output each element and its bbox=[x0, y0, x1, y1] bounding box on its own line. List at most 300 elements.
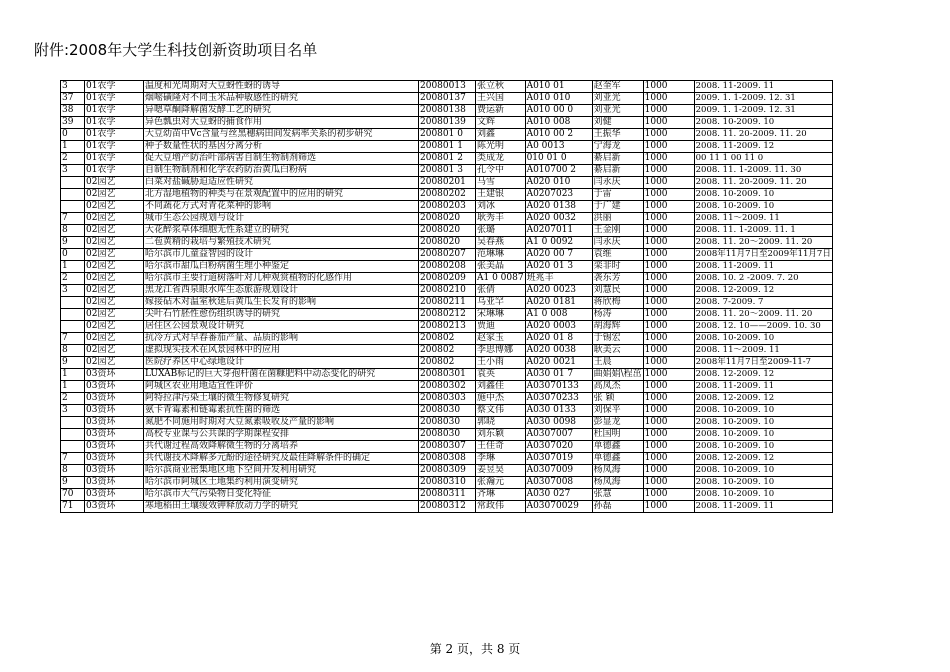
project-id-cell: 20080138 bbox=[419, 105, 476, 117]
table-row bbox=[61, 105, 833, 117]
row-number-cell: 71 bbox=[61, 501, 85, 513]
college-cell: 02园艺 bbox=[85, 321, 144, 333]
student-id-cell: A020 0003 bbox=[525, 321, 592, 333]
table-row bbox=[61, 165, 833, 177]
period-cell: 2008. 10. 2 -2009. 7. 20 bbox=[694, 273, 832, 285]
advisor-cell: 刘健 bbox=[592, 117, 643, 129]
student-id-cell: A010700 2 bbox=[525, 165, 592, 177]
college-cell: 02园艺 bbox=[85, 261, 144, 273]
advisor-cell: 刘慧民 bbox=[592, 285, 643, 297]
project-title-cell: 高校专业课与公共课的学期课程安排 bbox=[144, 429, 419, 441]
amount-cell: 1000 bbox=[643, 477, 694, 489]
project-title-cell: 北方湿地植物的种类与在景观配置中的应用的研究 bbox=[144, 189, 419, 201]
college-cell: 03资环 bbox=[85, 405, 144, 417]
project-title-cell: 虚拟现实技术在风景园林中的应用 bbox=[144, 345, 419, 357]
table-row bbox=[61, 141, 833, 153]
advisor-cell: 王晨 bbox=[592, 357, 643, 369]
period-cell: 2008. 12. 10——2009. 10. 30 bbox=[694, 321, 832, 333]
leader-cell: 刘鑫 bbox=[476, 129, 526, 141]
amount-cell: 1000 bbox=[643, 465, 694, 477]
table-row bbox=[61, 321, 833, 333]
college-cell: 02园艺 bbox=[85, 249, 144, 261]
project-title-cell: 共代谢技术降解多元酚的途径研究及最佳降解条件的确定 bbox=[144, 453, 419, 465]
advisor-cell: 张慧 bbox=[592, 489, 643, 501]
advisor-cell: 蒋欣梅 bbox=[592, 297, 643, 309]
advisor-cell: 杨涛 bbox=[592, 309, 643, 321]
project-title-cell: 温度和光周期对大豆蚜性蚜的诱导 bbox=[144, 81, 419, 93]
project-id-cell: 200801 3 bbox=[419, 165, 476, 177]
table-row bbox=[61, 129, 833, 141]
period-cell: 2008. 11-2009. 11 bbox=[694, 261, 832, 273]
advisor-cell: 于广建 bbox=[592, 201, 643, 213]
project-title-cell: 阿城区农业用地适宜性评价 bbox=[144, 381, 419, 393]
project-id-cell: 20080212 bbox=[419, 309, 476, 321]
row-number-cell: 39 bbox=[61, 117, 85, 129]
project-title-cell: 黑龙江省西泉眼水库生态旅游规划设计 bbox=[144, 285, 419, 297]
student-id-cell: A1 0 0092 bbox=[525, 237, 592, 249]
amount-cell: 1000 bbox=[643, 81, 694, 93]
table-row bbox=[61, 429, 833, 441]
leader-cell: 刘冰 bbox=[476, 201, 526, 213]
college-cell: 02园艺 bbox=[85, 237, 144, 249]
leader-cell: 刘鑫佳 bbox=[476, 381, 526, 393]
college-cell: 03资环 bbox=[85, 501, 144, 513]
advisor-cell: 杨凤海 bbox=[592, 465, 643, 477]
college-cell: 01农学 bbox=[85, 129, 144, 141]
amount-cell: 1000 bbox=[643, 213, 694, 225]
project-id-cell: 200802 bbox=[419, 357, 476, 369]
leader-cell: 宋琳琳 bbox=[476, 309, 526, 321]
amount-cell: 1000 bbox=[643, 393, 694, 405]
college-cell: 02园艺 bbox=[85, 225, 144, 237]
period-cell: 2008. 11. 1-2009. 11. 30 bbox=[694, 165, 832, 177]
project-id-cell: 2008030 bbox=[419, 405, 476, 417]
leader-cell: 张璐 bbox=[476, 225, 526, 237]
row-number-cell: 3 bbox=[61, 81, 85, 93]
row-number-cell: 1 bbox=[61, 141, 85, 153]
table-row bbox=[61, 285, 833, 297]
amount-cell: 1000 bbox=[643, 297, 694, 309]
table-row bbox=[61, 309, 833, 321]
row-number-cell bbox=[61, 201, 85, 213]
project-id-cell: 20080139 bbox=[419, 117, 476, 129]
amount-cell: 1000 bbox=[643, 117, 694, 129]
leader-cell: 费运新 bbox=[476, 105, 526, 117]
student-id-cell: 010 01 0 bbox=[525, 153, 592, 165]
college-cell: 02园艺 bbox=[85, 201, 144, 213]
project-id-cell: 20080213 bbox=[419, 321, 476, 333]
table-row bbox=[61, 489, 833, 501]
student-id-cell: A020 0181 bbox=[525, 297, 592, 309]
period-cell: 00 11 1 00 11 0 bbox=[694, 153, 832, 165]
leader-cell: 袁英 bbox=[476, 369, 526, 381]
period-cell: 2008. 10-2009. 10 bbox=[694, 441, 832, 453]
amount-cell: 1000 bbox=[643, 357, 694, 369]
project-title-cell: 尖叶石竹胚性愈伤组织诱导的研究 bbox=[144, 309, 419, 321]
amount-cell: 1000 bbox=[643, 261, 694, 273]
college-cell: 02园艺 bbox=[85, 357, 144, 369]
leader-cell: 贾迪 bbox=[476, 321, 526, 333]
period-cell: 2008. 10-2009. 10 bbox=[694, 417, 832, 429]
row-number-cell: 3 bbox=[61, 285, 85, 297]
row-number-cell: 2 bbox=[61, 393, 85, 405]
project-id-cell: 200802 bbox=[419, 333, 476, 345]
table-row bbox=[61, 225, 833, 237]
period-cell: 2008. 7-2009. 7 bbox=[694, 297, 832, 309]
period-cell: 2008年11月7日至2009年11月7日 bbox=[695, 249, 831, 260]
amount-cell: 1000 bbox=[643, 369, 694, 381]
project-title-cell: 哈尔滨市儿童益智园的设计 bbox=[144, 249, 419, 261]
row-number-cell: 9 bbox=[61, 357, 85, 369]
row-number-cell bbox=[61, 297, 85, 309]
row-number-cell: 1 bbox=[61, 381, 85, 393]
project-title-cell: 哈尔滨商业密集地区地下空间开发利用研究 bbox=[144, 465, 419, 477]
project-id-cell: 20080137 bbox=[419, 93, 476, 105]
table-row bbox=[61, 357, 833, 369]
leader-cell: 张瀚元 bbox=[476, 477, 526, 489]
period-cell: 2008. 11～2009. 11 bbox=[694, 345, 832, 357]
college-cell: 03资环 bbox=[85, 453, 144, 465]
amount-cell: 1000 bbox=[643, 381, 694, 393]
period-cell: 2008. 10-2009. 10 bbox=[694, 489, 832, 501]
student-id-cell: A010 010 bbox=[525, 93, 592, 105]
student-id-cell: A0307008 bbox=[525, 477, 592, 489]
leader-cell: 齐琳 bbox=[476, 489, 526, 501]
row-number-cell bbox=[61, 321, 85, 333]
row-number-cell bbox=[61, 189, 85, 201]
project-title-cell: 寒地稻田土壤缓效钾释放动力学的研究 bbox=[144, 501, 419, 513]
project-id-cell: 20080209 bbox=[419, 273, 476, 285]
amount-cell: 1000 bbox=[643, 165, 694, 177]
leader-cell: 蔡文伟 bbox=[476, 405, 526, 417]
period-cell: 2008. 11-2009. 11 bbox=[694, 81, 832, 93]
college-cell: 03资环 bbox=[85, 417, 144, 429]
table-row bbox=[61, 177, 833, 189]
row-number-cell bbox=[61, 429, 85, 441]
amount-cell: 1000 bbox=[643, 237, 694, 249]
student-id-cell: A03070029 bbox=[525, 501, 592, 513]
advisor-cell: 单德鑫 bbox=[592, 453, 643, 465]
row-number-cell bbox=[61, 417, 85, 429]
table-row bbox=[61, 369, 833, 381]
period-cell: 2008. 11. 1-2009. 11. 1 bbox=[694, 225, 832, 237]
project-title-cell: 异嗯草酮降解菌发酵工艺的研究 bbox=[144, 105, 419, 117]
table-row bbox=[61, 117, 833, 129]
table-row bbox=[61, 81, 833, 93]
project-id-cell: 20080210 bbox=[419, 285, 476, 297]
leader-cell: 刘东颖 bbox=[476, 429, 526, 441]
amount-cell: 1000 bbox=[643, 285, 694, 297]
project-title-cell: 不同蔬花方式对青花菜种的影响 bbox=[144, 201, 419, 213]
row-number-cell: 1 bbox=[61, 261, 85, 273]
row-number-cell: 9 bbox=[61, 477, 85, 489]
advisor-cell: 刘亚光 bbox=[592, 105, 643, 117]
leader-cell: 姜昱昊 bbox=[476, 465, 526, 477]
table-row bbox=[61, 393, 833, 405]
amount-cell: 1000 bbox=[643, 417, 694, 429]
amount-cell: 1000 bbox=[643, 249, 694, 261]
college-cell: 01农学 bbox=[85, 105, 144, 117]
student-id-cell: A03070233 bbox=[525, 393, 592, 405]
leader-cell: 吴春燕 bbox=[476, 237, 526, 249]
amount-cell: 1000 bbox=[643, 105, 694, 117]
amount-cell: 1000 bbox=[643, 453, 694, 465]
period-cell: 2008. 11-2009. 11 bbox=[694, 501, 832, 513]
project-id-cell: 20080303 bbox=[419, 393, 476, 405]
student-id-cell: A020 0038 bbox=[525, 345, 592, 357]
row-number-cell bbox=[61, 441, 85, 453]
table-row bbox=[61, 405, 833, 417]
project-id-cell: 2008030 bbox=[419, 429, 476, 441]
period-cell: 2009. 1. 1-2009. 12. 31 bbox=[694, 105, 832, 117]
advisor-cell: 杨凤海 bbox=[592, 477, 643, 489]
college-cell: 03资环 bbox=[85, 429, 144, 441]
advisor-cell: 刘保平 bbox=[592, 405, 643, 417]
student-id-cell: A020 00 7 bbox=[525, 249, 592, 261]
amount-cell: 1000 bbox=[643, 489, 694, 501]
period-cell: 2008. 12-2009. 12 bbox=[694, 393, 832, 405]
advisor-cell: 王金刚 bbox=[592, 225, 643, 237]
leader-cell: 李思博娜 bbox=[476, 345, 526, 357]
advisor-cell: 胡海辉 bbox=[592, 321, 643, 333]
period-cell: 2008. 10-2009. 10 bbox=[694, 189, 832, 201]
student-id-cell: A010 00 0 bbox=[525, 105, 592, 117]
student-id-cell: A030 0133 bbox=[525, 405, 592, 417]
period-cell: 2008年11月7日至2009-11-7 bbox=[694, 357, 832, 369]
college-cell: 02园艺 bbox=[85, 273, 144, 285]
amount-cell: 1000 bbox=[643, 441, 694, 453]
college-cell: 01农学 bbox=[85, 81, 144, 93]
period-cell: 2008. 10-2009. 10 bbox=[694, 117, 832, 129]
advisor-cell: 栾非时 bbox=[592, 261, 643, 273]
project-title-cell: 烟嘧磺隆对不同玉米品种敏感性的研究 bbox=[144, 93, 419, 105]
student-id-cell: A0207011 bbox=[525, 225, 592, 237]
leader-cell: 施中杰 bbox=[476, 393, 526, 405]
project-title-cell: 哈尔滨市大气污染物日变化特征 bbox=[144, 489, 419, 501]
period-cell: 2008. 12-2009. 12 bbox=[694, 453, 832, 465]
leader-cell: 王兴国 bbox=[476, 93, 526, 105]
table-row bbox=[61, 153, 833, 165]
period-cell: 2008. 10-2009. 10 bbox=[694, 201, 832, 213]
leader-cell: 范琳琳 bbox=[476, 249, 526, 261]
period-cell: 2008. 11～2009. 11 bbox=[694, 213, 832, 225]
amount-cell: 1000 bbox=[643, 345, 694, 357]
project-title-cell: 二苞黄精的栽培与繁殖技术研究 bbox=[144, 237, 419, 249]
project-id-cell: 20080309 bbox=[419, 465, 476, 477]
project-title-cell: 哈尔滨市阿城区土地集约利用演变研究 bbox=[144, 477, 419, 489]
project-id-cell: 2008020 bbox=[419, 237, 476, 249]
project-id-cell: 20080211 bbox=[419, 297, 476, 309]
amount-cell: 1000 bbox=[643, 429, 694, 441]
student-id-cell: A0307019 bbox=[525, 453, 592, 465]
leader-cell: 张美晶 bbox=[476, 261, 526, 273]
project-id-cell: 20080201 bbox=[419, 177, 476, 189]
advisor-cell: 宁海龙 bbox=[592, 141, 643, 153]
project-id-cell: 20080310 bbox=[419, 477, 476, 489]
amount-cell: 1000 bbox=[643, 225, 694, 237]
project-id-cell: 200801 0 bbox=[419, 129, 476, 141]
period-cell: 2008. 10-2009. 10 bbox=[694, 429, 832, 441]
project-title-cell: 异色瓢虫对大豆蚜的捕食作用 bbox=[144, 117, 419, 129]
student-id-cell: A020 0138 bbox=[525, 201, 592, 213]
college-cell: 01农学 bbox=[85, 141, 144, 153]
project-id-cell: 200801 1 bbox=[419, 141, 476, 153]
college-cell: 03资环 bbox=[85, 381, 144, 393]
project-id-cell: 2008020 bbox=[419, 225, 476, 237]
leader-cell: 李琳 bbox=[476, 453, 526, 465]
project-id-cell: 20080312 bbox=[419, 501, 476, 513]
table-row bbox=[61, 417, 833, 429]
advisor-cell: 洪丽 bbox=[592, 213, 643, 225]
table-row bbox=[61, 297, 833, 309]
student-id-cell: A030 027 bbox=[525, 489, 592, 501]
period-cell: 2008. 11-2009. 12 bbox=[694, 141, 832, 153]
leader-cell: 乌亚罕 bbox=[476, 297, 526, 309]
advisor-cell: 綦启新 bbox=[592, 165, 643, 177]
college-cell: 03资环 bbox=[85, 489, 144, 501]
period-cell: 2008. 11. 20～2009. 11. 20 bbox=[694, 237, 832, 249]
student-id-cell: A1 0 008 bbox=[525, 309, 592, 321]
table-row bbox=[61, 453, 833, 465]
advisor-cell: 彭显龙 bbox=[592, 417, 643, 429]
advisor-cell: 高凤杰 bbox=[592, 381, 643, 393]
leader-cell: 张立秋 bbox=[476, 81, 526, 93]
row-number-cell bbox=[61, 177, 85, 189]
student-id-cell: A0307020 bbox=[525, 441, 592, 453]
advisor-cell: 闫永庆 bbox=[592, 237, 643, 249]
advisor-cell: 杜国明 bbox=[592, 429, 643, 441]
row-number-cell: 37 bbox=[61, 93, 85, 105]
college-cell: 03资环 bbox=[85, 393, 144, 405]
row-number-cell: 8 bbox=[61, 345, 85, 357]
college-cell: 01农学 bbox=[85, 165, 144, 177]
table-row bbox=[61, 501, 833, 513]
row-number-cell: 0 bbox=[61, 249, 85, 261]
advisor-cell: 袁维 bbox=[592, 249, 643, 261]
leader-cell: 张倩 bbox=[476, 285, 526, 297]
row-number-cell bbox=[61, 309, 85, 321]
project-table bbox=[60, 80, 833, 513]
table-row bbox=[61, 249, 833, 261]
project-id-cell: 20080013 bbox=[419, 81, 476, 93]
project-id-cell: 20080202 bbox=[419, 189, 476, 201]
leader-cell: 赵家玉 bbox=[476, 333, 526, 345]
amount-cell: 1000 bbox=[643, 309, 694, 321]
college-cell: 01农学 bbox=[85, 93, 144, 105]
project-id-cell: 200802 bbox=[419, 345, 476, 357]
advisor-cell: 袭东芳 bbox=[592, 273, 643, 285]
period-cell: 2008. 10-2009. 10 bbox=[694, 465, 832, 477]
row-number-cell: 38 bbox=[61, 105, 85, 117]
leader-cell: 耿秀丰 bbox=[476, 213, 526, 225]
period-cell: 2008. 11. 20-2009. 11. 20 bbox=[694, 177, 832, 189]
leader-cell: 类成龙 bbox=[476, 153, 526, 165]
period-cell: 2008. 12-2009. 12 bbox=[694, 285, 832, 297]
project-id-cell: 20080308 bbox=[419, 453, 476, 465]
period-cell: 2008. 11. 20-2009. 11. 20 bbox=[694, 129, 832, 141]
college-cell: 01农学 bbox=[85, 153, 144, 165]
period-cell: 2008. 10-2009. 10 bbox=[694, 477, 832, 489]
project-title-cell: LUXAB标记的巨大芽孢杆菌在菌糠肥料中动态变化的研究 bbox=[144, 369, 419, 381]
table-body bbox=[61, 81, 833, 513]
college-cell: 02园艺 bbox=[85, 297, 144, 309]
amount-cell: 1000 bbox=[643, 177, 694, 189]
amount-cell: 1000 bbox=[643, 129, 694, 141]
table-row bbox=[61, 381, 833, 393]
amount-cell: 1000 bbox=[643, 273, 694, 285]
student-id-cell: A020 0021 bbox=[525, 357, 592, 369]
row-number-cell: 3 bbox=[61, 405, 85, 417]
project-title-cell: 哈尔滨市甜瓜白粉病菌生理小种鉴定 bbox=[144, 261, 419, 273]
advisor-cell: 于雷 bbox=[592, 189, 643, 201]
student-id-cell: A010 008 bbox=[525, 117, 592, 129]
leader-cell: 马雪 bbox=[476, 177, 526, 189]
student-id-cell: A030 0098 bbox=[525, 417, 592, 429]
table-row bbox=[61, 345, 833, 357]
amount-cell: 1000 bbox=[643, 501, 694, 513]
row-number-cell: 1 bbox=[61, 369, 85, 381]
college-cell: 03资环 bbox=[85, 369, 144, 381]
advisor-cell: 于锡宏 bbox=[592, 333, 643, 345]
project-id-cell: 2008030 bbox=[419, 417, 476, 429]
project-id-cell: 2008020 bbox=[419, 213, 476, 225]
college-cell: 02园艺 bbox=[85, 285, 144, 297]
table-row bbox=[61, 189, 833, 201]
college-cell: 02园艺 bbox=[85, 333, 144, 345]
row-number-cell: 2 bbox=[61, 273, 85, 285]
student-id-cell: A020 010 bbox=[525, 177, 592, 189]
period-cell: 2008. 10-2009. 10 bbox=[694, 405, 832, 417]
leader-cell: 陈光明 bbox=[476, 141, 526, 153]
amount-cell: 1000 bbox=[643, 189, 694, 201]
project-id-cell: 20080207 bbox=[419, 249, 476, 261]
project-title-cell: 居住区公园景观设计研究 bbox=[144, 321, 419, 333]
leader-cell: 王建银 bbox=[476, 189, 526, 201]
table-row bbox=[61, 261, 833, 273]
amount-cell: 1000 bbox=[643, 93, 694, 105]
student-id-cell: A0207023 bbox=[525, 189, 592, 201]
project-title-cell: 种子数量性状的基因分离分析 bbox=[144, 141, 419, 153]
table-row bbox=[61, 213, 833, 225]
period-cell: 2008. 11-2009. 11 bbox=[694, 381, 832, 393]
student-id-cell: A03070133 bbox=[525, 381, 592, 393]
leader-cell: 王小雨 bbox=[476, 357, 526, 369]
project-title-cell: 抗冷方式对早春番茄产量、品质的影响 bbox=[144, 333, 419, 345]
row-number-cell: 0 bbox=[61, 129, 85, 141]
period-cell: 2008. 12-2009. 12 bbox=[694, 369, 832, 381]
advisor-cell: 单德鑫 bbox=[592, 441, 643, 453]
table-row bbox=[61, 465, 833, 477]
advisor-cell: 赵奎军 bbox=[592, 81, 643, 93]
project-title-cell: 氨卡青霉素和链霉素抗性菌的筛选 bbox=[144, 405, 419, 417]
amount-cell: 1000 bbox=[643, 141, 694, 153]
page-footer: 第 2 页，共 8 页 bbox=[429, 642, 521, 656]
project-title-cell: 共代谢过程高效降解微生物的分离培养 bbox=[144, 441, 419, 453]
amount-cell: 1000 bbox=[643, 321, 694, 333]
college-cell: 03资环 bbox=[85, 441, 144, 453]
student-id-cell: A010 00 2 bbox=[525, 129, 592, 141]
project-id-cell: 20080307 bbox=[419, 441, 476, 453]
row-number-cell: 2 bbox=[61, 153, 85, 165]
row-number-cell: 7 bbox=[61, 453, 85, 465]
student-id-cell: A0307007 bbox=[525, 429, 592, 441]
amount-cell: 1000 bbox=[643, 201, 694, 213]
project-title-cell: 自制生物制剂和化学农药防治黄瓜白粉病 bbox=[144, 165, 419, 177]
advisor-cell: 耿美云 bbox=[592, 345, 643, 357]
leader-cell: 孔令中 bbox=[476, 165, 526, 177]
table-row bbox=[61, 273, 833, 285]
row-number-cell: 8 bbox=[61, 225, 85, 237]
